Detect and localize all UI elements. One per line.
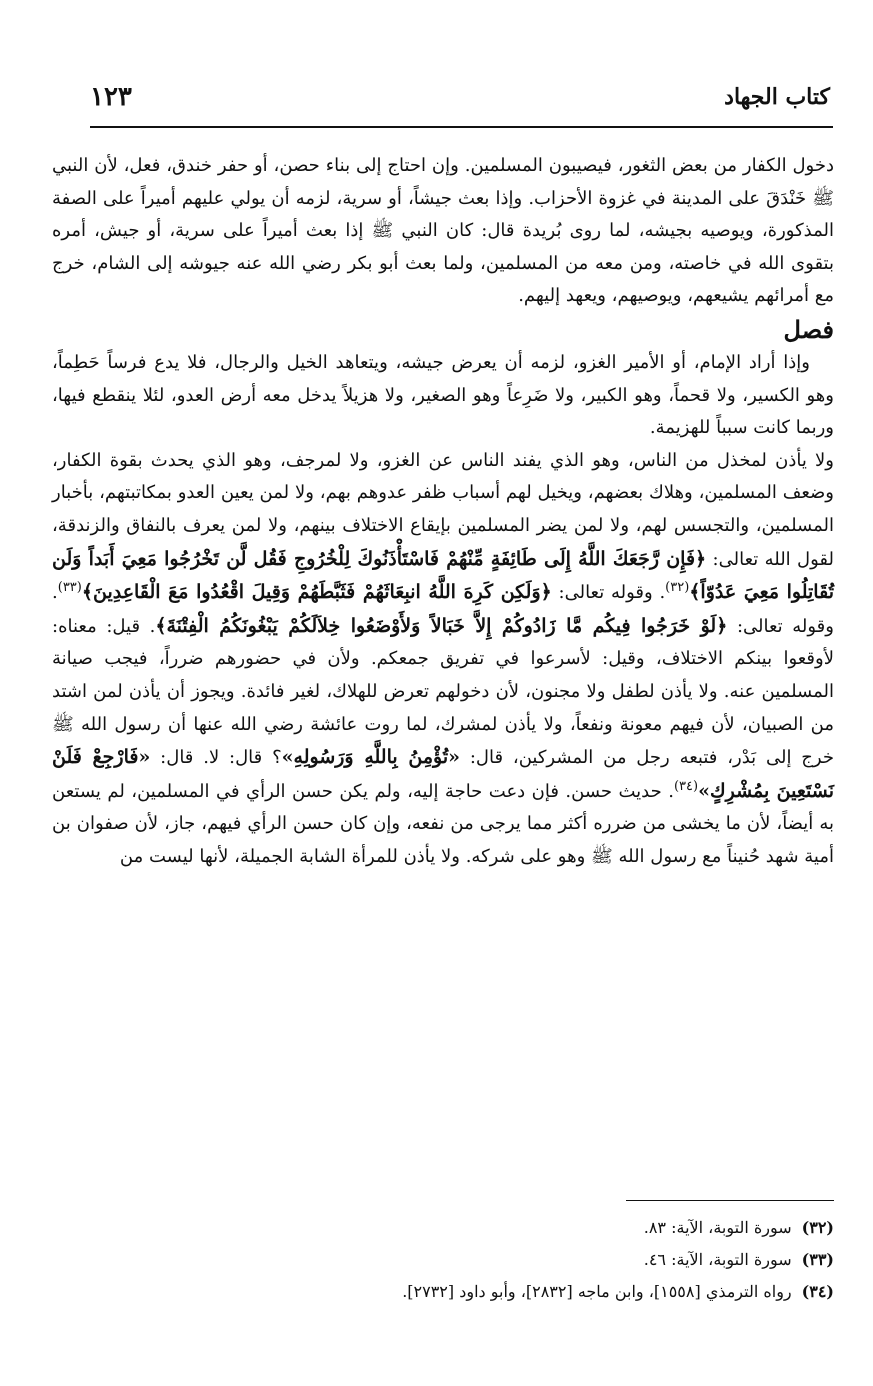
hadith-quote-2: «فَارْجِعْ فَلَنْ نَسْتَعِينَ بِمُشْرِكٍ» — [52, 746, 834, 802]
footnote-rule — [626, 1200, 834, 1201]
page-number: ١٢٣ — [90, 82, 132, 112]
quran-verse-3: ﴿لَوْ خَرَجُوا فِيكُم مَّا زَادُوكُمْ إِلاَّ خَبَالاً وَلأَوْضَعُوا خِلاَلَكُمْ يَبْغُونَكُمُ الْفِتْنَةَ﴾ — [155, 614, 728, 637]
text-run: . وقوله تعالى: — [558, 582, 666, 604]
footnote-34 — [52, 1276, 834, 1308]
footnotes — [52, 1212, 834, 1308]
footnote-ref-33: (٣٣) — [57, 580, 82, 596]
text-run: . وقوله تعالى: — [52, 582, 834, 637]
footnote-number: (٣٣) — [801, 1250, 834, 1269]
footnote-text: سورة التوبة، الآية: ٤٦. — [643, 1250, 792, 1269]
paragraph-3 — [52, 445, 834, 874]
footnote-text: رواه الترمذي [١٥٥٨]، وابن ماجه [٢٨٣٢]، وأبو داود [٢٧٣٢]. — [402, 1282, 792, 1301]
text-run: ولا يأذن لمخذل من الناس، وهو الذي يفند الناس عن الغزو، ولا لمرجف، وهو الذي يحدث بقوة الكفار، وضعف المسلمين، وهلاك بعضهم، ويخيل لهم أسباب ظفر عدوهم بهم، ولا لمن يعين العدو بمكاتبتهم، بأخبار المسلمين، والتجسس لهم، ولا لمن يضر المسلمين بإيقاع الاختلاف بينهم، ولا لمن يعرف بالنفاق والزندقة، لقول الله تعالى: — [52, 449, 834, 570]
footnote-ref-34: (٣٤) — [673, 778, 699, 794]
quran-verse-1: ﴿فَإِن رَّجَعَكَ اللَّهُ إِلَى طَائِفَةٍ مِّنْهُمْ فَاسْتَأْذَنُوكَ لِلْخُرُوجِ فَقُل لَّن تَخْرُجُوا مَعِيَ أَبَداً وَلَن تُقَاتِلُوا مَعِيَ عَدُوّاً﴾ — [52, 547, 834, 604]
paragraph-2: وإذا أراد الإمام، أو الأمير الغزو، لزمه أن يعرض جيشه، ويتعاهد الخيل والرجال، فلا يدع فرساً حَطِماً، وهو الكسير، ولا قحماً، وهو الكبير، ولا ضَرِعاً وهو الصغير، ولا هزيلاً يدخل معه أرض العدو، لئلا ينقطع فيها، وربما كانت سبباً للهزيمة. — [52, 351, 834, 439]
footnote-text: سورة التوبة، الآية: ٨٣. — [643, 1218, 792, 1237]
footnote-ref-32: (٣٢) — [665, 580, 690, 596]
text-run: . حديث حسن. فإن دعت حاجة إليه، ولم يكن حسن الرأي في المسلمين، لم يستعن به أيضاً، لأن ما يخشى من ضرره أكثر مما يرجى من نفعه، وإن كان حسن الرأي فيهم، جاز، لأن صفوان بن أمية شهد حُنيناً مع رسول الله ﷺ وهو على شركه. ولا يأذن للمرأة الشابة الجميلة، لأنها ليست من — [52, 780, 834, 867]
section-heading: فصل — [783, 314, 834, 344]
main-text — [52, 150, 834, 873]
quran-verse-2: ﴿وَلَكِن كَرِهَ اللَّهُ انبِعَاثَهُمْ فَثَبَّطَهُمْ وَقِيلَ اقْعُدُوا مَعَ الْقَاعِدِينَ﴾ — [81, 581, 552, 604]
paragraph-1: دخول الكفار من بعض الثغور، فيصيبون المسلمين. وإن احتاج إلى بناء حصن، أو حفر خندق، فعل، لأن النبي ﷺ خَنْدَقَ على المدينة في غزوة الأحزاب. وإذا بعث جيشاً، أو سرية، لزمه أن يولي عليهم أميراً على الصفة المذكورة، ويوصيه بجيشه، لما روى بُريدة قال: كان النبي ﷺ إذا بعث أميراً على سرية، أو جيش، أمره بتقوى الله في خاصته، ومن معه من المسلمين، ولما بعث أبو بكر رضي الله عنه جيوشه إلى الشام، خرج مع أمرائهم يشيعهم، ويوصيهم، ويعهد إليهم. — [52, 155, 834, 307]
page-header — [90, 78, 830, 122]
footnote-33 — [52, 1244, 834, 1276]
hadith-quote-1: «تُؤْمِنُ بِاللَّهِ وَرَسُولِهِ» — [281, 746, 461, 769]
header-rule — [90, 126, 833, 128]
running-title: كتاب الجهاد — [724, 84, 830, 110]
text-run: ؟ قال: لا. قال: — [160, 747, 282, 769]
text-run: . قيل: معناه: لأوقعوا بينكم الاختلاف، وقيل: لأسرعوا في تفريق جمعكم. ولأن في حضورهم ضرراً، فيجب صيانة المسلمين عنه. ولا يأذن لطفل ولا مجنون، لأن دخولهم تعرض للهلاك، لغير فائدة. ويجوز أن يأذن لمن اشتد من الصبيان، لأن فيهم معونة ونفعاً، ولا يأذن لمشرك، لما روت عائشة رضي الله عنها أن رسول الله ﷺ خرج إلى بَدْر، فتبعه رجل من المشركين، قال: — [52, 615, 834, 769]
footnote-number: (٣٤) — [801, 1282, 834, 1301]
footnote-32 — [52, 1212, 834, 1244]
footnote-number: (٣٢) — [801, 1218, 834, 1237]
